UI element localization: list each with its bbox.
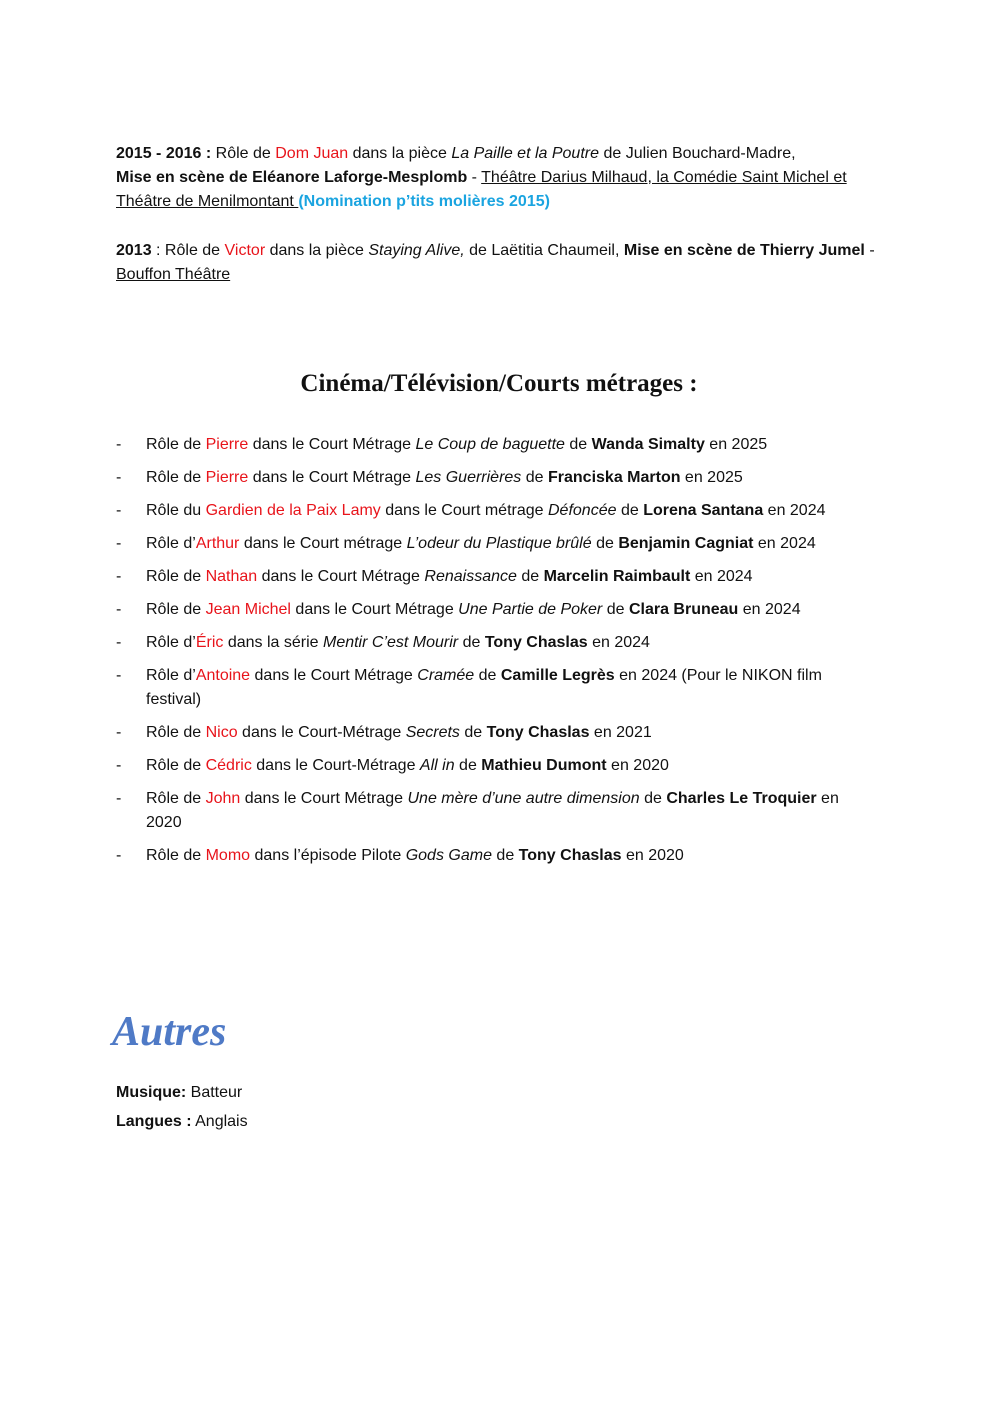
list-bullet: - bbox=[116, 847, 122, 864]
section-heading-cinema: Cinéma/Télévision/Courts métrages : bbox=[300, 370, 698, 397]
list-bullet: - bbox=[116, 502, 122, 519]
film-list-item bbox=[116, 721, 876, 745]
film-list-item bbox=[116, 598, 876, 622]
director-name: Benjamin Cagniat bbox=[618, 535, 754, 552]
list-bullet: - bbox=[116, 469, 122, 486]
other-line-music bbox=[116, 1081, 242, 1105]
list-bullet: - bbox=[116, 667, 122, 684]
director-name: Wanda Simalty bbox=[591, 436, 705, 453]
film-title: Renaissance bbox=[424, 568, 517, 585]
item-text: en 2025 bbox=[680, 469, 743, 486]
item-text: en 2024 bbox=[763, 502, 826, 519]
film-list-item bbox=[116, 844, 876, 868]
item-text: de bbox=[458, 634, 485, 651]
item-text: dans le Court métrage bbox=[239, 535, 407, 552]
film-list-item bbox=[116, 499, 876, 523]
director-name: Charles Le Troquier bbox=[666, 790, 817, 807]
film-list bbox=[116, 433, 876, 877]
direction-credit: Mise en scène de Thierry Jumel bbox=[623, 242, 865, 259]
film-title: All in bbox=[419, 757, 455, 774]
item-text: dans le Court-Métrage bbox=[251, 757, 420, 774]
item-text: dans le Court Métrage bbox=[290, 601, 459, 618]
film-list-item bbox=[116, 565, 876, 589]
role-name: Antoine bbox=[195, 667, 251, 684]
role-name: Pierre bbox=[205, 469, 249, 486]
director-name: Camille Legrès bbox=[500, 667, 615, 684]
item-text: en 2024 bbox=[690, 568, 753, 585]
role-name: Jean Michel bbox=[205, 601, 291, 618]
item-text: en 2024 bbox=[587, 634, 650, 651]
list-bullet: - bbox=[116, 634, 122, 651]
section-heading-autres: Autres bbox=[112, 1009, 227, 1055]
venue-name: Bouffon Théâtre bbox=[116, 266, 231, 283]
item-text: de bbox=[564, 436, 592, 453]
item-text: dans la série bbox=[223, 634, 323, 651]
list-bullet: - bbox=[116, 568, 122, 585]
entry-separator: - bbox=[467, 169, 482, 186]
list-bullet: - bbox=[116, 436, 122, 453]
entry-text: de Laëtitia Chaumeil, bbox=[464, 242, 624, 259]
item-text: dans le Court Métrage bbox=[240, 790, 408, 807]
director-name: Marcelin Raimbault bbox=[543, 568, 691, 585]
item-text: en 2020 bbox=[621, 847, 684, 864]
item-text: de bbox=[591, 535, 619, 552]
list-bullet: - bbox=[116, 790, 122, 807]
film-title: L’odeur du Plastique brûlé bbox=[406, 535, 592, 552]
entry-year: 2015 - 2016 : bbox=[116, 145, 212, 162]
director-name: Tony Chaslas bbox=[486, 724, 590, 741]
item-text: en 2024 (Pour le NIKON film festival) bbox=[146, 667, 822, 708]
role-name: Arthur bbox=[195, 535, 240, 552]
film-title: Le Coup de baguette bbox=[415, 436, 565, 453]
director-name: Tony Chaslas bbox=[484, 634, 588, 651]
list-bullet: - bbox=[116, 535, 122, 552]
role-name: John bbox=[205, 790, 241, 807]
director-name: Clara Bruneau bbox=[628, 601, 739, 618]
film-list-item bbox=[116, 754, 876, 778]
venue-name: Théâtre Darius Milhaud, la Comédie Saint Michel et Théâtre de Menilmontant bbox=[116, 169, 847, 210]
item-text: Rôle de bbox=[146, 790, 206, 807]
item-text: Rôle de bbox=[146, 469, 206, 486]
other-line-languages bbox=[116, 1110, 248, 1134]
film-title: Gods Game bbox=[405, 847, 492, 864]
film-list-item bbox=[116, 532, 876, 556]
role-name: Éric bbox=[195, 634, 224, 651]
role-name: Cédric bbox=[205, 757, 252, 774]
entry-separator: - bbox=[864, 242, 875, 259]
item-text: Rôle d’ bbox=[146, 667, 196, 684]
role-name: Nathan bbox=[205, 568, 258, 585]
play-title: Staying Alive, bbox=[368, 242, 465, 259]
role-name: Dom Juan bbox=[275, 145, 349, 162]
role-name: Pierre bbox=[205, 436, 249, 453]
film-title: Les Guerrières bbox=[415, 469, 522, 486]
role-name: Victor bbox=[224, 242, 266, 259]
other-value: Batteur bbox=[186, 1084, 243, 1101]
director-name: Lorena Santana bbox=[643, 502, 764, 519]
item-text: dans le Court Métrage bbox=[248, 469, 416, 486]
role-name: Nico bbox=[205, 724, 238, 741]
item-text: Rôle de bbox=[146, 757, 206, 774]
entry-text: dans la pièce bbox=[265, 242, 369, 259]
item-text: Rôle d’ bbox=[146, 535, 196, 552]
item-text: Rôle de bbox=[146, 436, 206, 453]
item-text: de bbox=[616, 502, 644, 519]
entry-text: Rôle de bbox=[211, 145, 276, 162]
item-text: de bbox=[459, 724, 487, 741]
item-text: en 2024 bbox=[753, 535, 816, 552]
item-text: en 2025 bbox=[704, 436, 768, 453]
film-title: Une mère d’une autre dimension bbox=[407, 790, 640, 807]
film-list-item bbox=[116, 433, 876, 457]
item-text: de bbox=[474, 667, 501, 684]
item-text: dans le Court Métrage bbox=[257, 568, 425, 585]
item-text: de bbox=[521, 469, 548, 486]
item-text: de bbox=[602, 601, 629, 618]
film-list-item bbox=[116, 631, 876, 655]
item-text: dans le Court métrage bbox=[380, 502, 548, 519]
film-title: Secrets bbox=[405, 724, 460, 741]
role-name: Gardien de la Paix Lamy bbox=[205, 502, 381, 519]
item-text: Rôle de bbox=[146, 847, 206, 864]
other-label: Langues : bbox=[116, 1113, 192, 1130]
director-name: Tony Chaslas bbox=[518, 847, 622, 864]
role-name: Momo bbox=[205, 847, 251, 864]
nomination-note: (Nomination p’tits molières 2015) bbox=[298, 193, 550, 210]
entry-year: 2013 bbox=[116, 242, 152, 259]
item-text: dans l’épisode Pilote bbox=[250, 847, 406, 864]
film-title: Cramée bbox=[417, 667, 475, 684]
film-title: Une Partie de Poker bbox=[458, 601, 603, 618]
item-text: de bbox=[491, 847, 519, 864]
item-text: dans le Court Métrage bbox=[248, 436, 416, 453]
other-label: Musique: bbox=[116, 1084, 187, 1101]
item-text: en 2020 bbox=[606, 757, 669, 774]
play-title: La Paille et la Poutre bbox=[451, 145, 599, 162]
entry-text: : Rôle de bbox=[151, 242, 225, 259]
film-title: Défoncée bbox=[548, 502, 617, 519]
item-text: de bbox=[454, 757, 482, 774]
list-bullet: - bbox=[116, 724, 122, 741]
item-text: en 2021 bbox=[589, 724, 652, 741]
theatre-entry bbox=[116, 239, 876, 287]
director-name: Franciska Marton bbox=[548, 469, 681, 486]
item-text: Rôle du bbox=[146, 502, 206, 519]
film-list-item bbox=[116, 466, 876, 490]
theatre-entry bbox=[116, 142, 876, 214]
entry-text: de Julien Bouchard-Madre, bbox=[599, 145, 796, 162]
film-list-item bbox=[116, 664, 876, 712]
item-text: de bbox=[639, 790, 667, 807]
entry-text: dans la pièce bbox=[348, 145, 452, 162]
direction-credit: Mise en scène de Eléanore Laforge-Mesplomb bbox=[116, 169, 468, 186]
item-text: dans le Court Métrage bbox=[250, 667, 418, 684]
item-text: Rôle de bbox=[146, 568, 206, 585]
item-text: Rôle de bbox=[146, 724, 206, 741]
item-text: en 2020 bbox=[146, 790, 839, 831]
item-text: Rôle de bbox=[146, 601, 206, 618]
other-value: Anglais bbox=[191, 1113, 248, 1130]
item-text: de bbox=[516, 568, 544, 585]
item-text: dans le Court-Métrage bbox=[237, 724, 406, 741]
director-name: Mathieu Dumont bbox=[481, 757, 607, 774]
film-title: Mentir C’est Mourir bbox=[322, 634, 459, 651]
list-bullet: - bbox=[116, 757, 122, 774]
item-text: Rôle d’ bbox=[146, 634, 196, 651]
list-bullet: - bbox=[116, 601, 122, 618]
item-text: en 2024 bbox=[738, 601, 801, 618]
film-list-item bbox=[116, 787, 876, 835]
